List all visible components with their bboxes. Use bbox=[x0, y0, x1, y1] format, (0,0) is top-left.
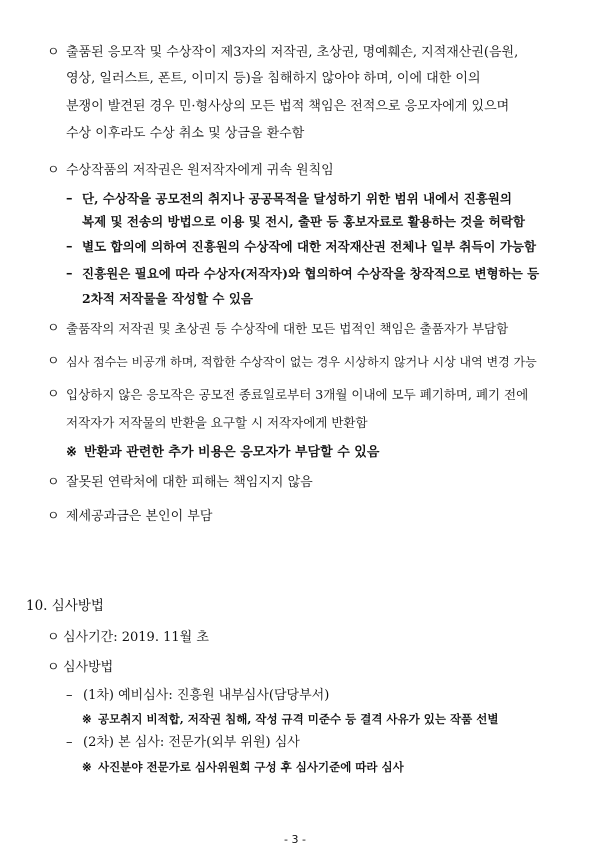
dash-icon: – bbox=[66, 266, 73, 281]
review-period: 심사기간: 2019. 11월 초 bbox=[63, 630, 209, 645]
sub-item-text: 진흥원은 필요에 따라 수상자(저작자)와 협의하여 수상작을 창작적으로 변형하는 등 bbox=[82, 266, 540, 281]
body-text-line: 제세공과금은 본인이 부담 bbox=[66, 509, 213, 524]
section-heading: 10. 심사방법 bbox=[26, 598, 104, 614]
body-text-line: 분쟁이 발견된 경우 민·형사상의 모든 법적 책임은 전적으로 응모자에게 있으며 bbox=[66, 99, 510, 114]
bullet-icon: ㅇ bbox=[47, 475, 60, 490]
sub-item-text: 별도 합의에 의하여 진흥원의 수상작에 대한 저작재산권 전체나 일부 취득이 가능함 bbox=[82, 239, 537, 254]
dash-icon: – bbox=[66, 688, 73, 703]
stage-1-note: 공모취지 비적합, 저작권 침해, 작성 규격 미준수 등 결격 사유가 있는 작품 선별 bbox=[98, 712, 499, 726]
bullet-icon: ㅇ bbox=[47, 387, 60, 402]
bullet-icon: ㅇ bbox=[47, 630, 60, 645]
body-text-line: 잘못된 연락처에 대한 피해는 책임지지 않음 bbox=[66, 475, 313, 490]
sub-item-text: 2차적 저작물을 작성할 수 있음 bbox=[82, 291, 254, 306]
note-icon: ※ bbox=[82, 760, 92, 774]
sub-item-text: 단, 수상작을 공모전의 취지나 공공목적을 달성하기 위한 범위 내에서 진흥원의 bbox=[82, 191, 512, 206]
bullet-icon: ㅇ bbox=[47, 45, 60, 60]
body-text-line: 심사 점수는 비공개 하며, 적합한 수상작이 없는 경우 시상하지 않거나 시상 내역 변경 가능 bbox=[66, 355, 537, 369]
bullet-icon: ㅇ bbox=[47, 660, 60, 675]
bullet-icon: ㅇ bbox=[47, 509, 60, 524]
body-text-line: 출품된 응모작 및 수상작이 제3자의 저작권, 초상권, 명예훼손, 지적재산권(음원, bbox=[66, 45, 519, 60]
bullet-icon: ㅇ bbox=[47, 321, 60, 336]
review-method-label: 심사방법 bbox=[63, 660, 114, 675]
page-number: - 3 - bbox=[284, 833, 306, 846]
body-text-line: 수상작품의 저작권은 원저작자에게 귀속 원칙임 bbox=[66, 163, 334, 178]
review-stage-2: (2차) 본 심사: 전문가(외부 위원) 심사 bbox=[83, 735, 300, 750]
note-text: 반환과 관련한 추가 비용은 응모자가 부담할 수 있음 bbox=[84, 445, 380, 460]
body-text-line: 저작자가 저작물의 반환을 요구할 시 저작자에게 반환함 bbox=[66, 415, 368, 430]
body-text-line: 입상하지 않은 응모작은 공모전 종료일로부터 3개월 이내에 모두 폐기하며, 폐기 전에 bbox=[66, 387, 529, 402]
body-text-line: 출품작의 저작권 및 초상권 등 수상작에 대한 모든 법적인 책임은 출품자가 부담함 bbox=[66, 321, 509, 336]
note-icon: ※ bbox=[66, 445, 77, 460]
body-text-line: 수상 이후라도 수상 취소 및 상금을 환수함 bbox=[66, 126, 305, 141]
stage-2-note: 사진분야 전문가로 심사위원회 구성 후 심사기준에 따라 심사 bbox=[98, 760, 404, 774]
review-stage-1: (1차) 예비심사: 진흥원 내부심사(담당부서) bbox=[83, 688, 330, 703]
dash-icon: – bbox=[66, 239, 73, 254]
sub-item-text: 복제 및 전송의 방법으로 이용 및 전시, 출판 등 홍보자료로 활용하는 것을 허락함 bbox=[82, 214, 525, 229]
dash-icon: – bbox=[66, 735, 73, 750]
bullet-icon: ㅇ bbox=[47, 354, 60, 369]
dash-icon: – bbox=[66, 191, 73, 206]
note-icon: ※ bbox=[82, 712, 92, 726]
bullet-icon: ㅇ bbox=[47, 163, 60, 178]
body-text-line: 영상, 일러스트, 폰트, 이미지 등)을 침해하지 않아야 하며, 이에 대한 이의 bbox=[66, 71, 481, 86]
